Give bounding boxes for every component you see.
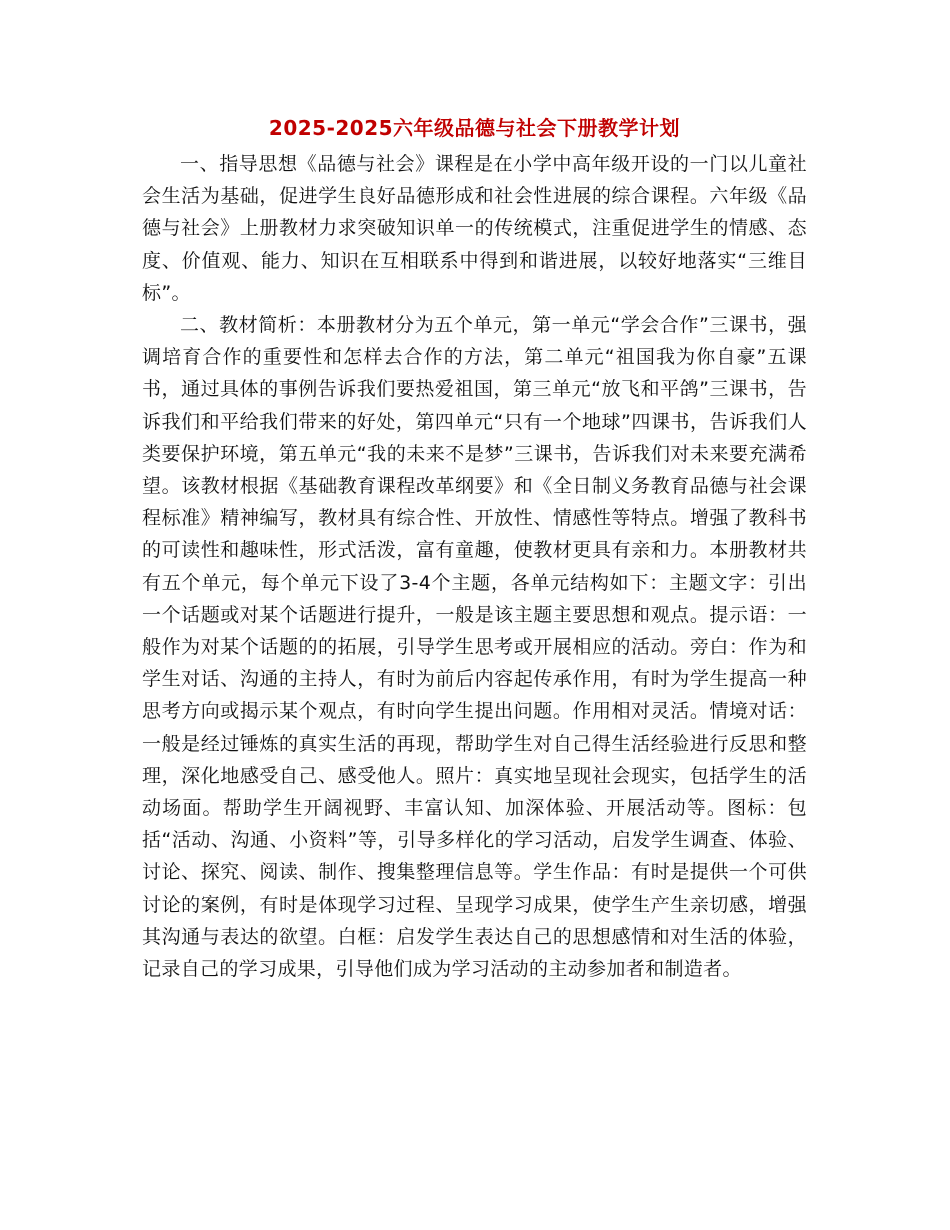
document-page <box>142 108 807 985</box>
paragraph-textbook-analysis: 二、教材简析：本册教材分为五个单元，第一单元“学会合作”三课书，强调培育合作的重要性和怎样去合作的方法，第二单元“祖国我为你自豪”五课书，通过具体的事例告诉我们要热爱祖国，第三单元“放飞和平鸽”三课书，告诉我们和平给我们带来的好处，第四单元“只有一个地球”四课书，告诉我们人类要保护环境，第五单元“我的未来不是梦”三课书，告诉我们对未来要充满希望。该教材根据《基础教育课程改革纲要》和《全日制义务教育品德与社会课程标准》精神编写，教材具有综合性、开放性、情感性等特点。增强了教科书的可读性和趣味性，形式活泼，富有童趣，使教材更具有亲和力。本册教材共有五个单元，每个单元下设了3-4个主题，各单元结构如下：主题文字：引出一个话题或对某个话题进行提升，一般是该主题主要思想和观点。提示语：一般作为对某个话题的的拓展，引导学生思考或开展相应的活动。旁白：作为和学生对话、沟通的主持人，有时为前后内容起传承作用，有时为学生提高一种思考方向或揭示某个观点，有时向学生提出问题。作用相对灵活。情境对话：一般是经过锤炼的真实生活的再现，帮助学生对自己得生活经验进行反思和整理，深化地感受自己、感受他人。照片：真实地呈现社会现实，包括学生的活动场面。帮助学生开阔视野、丰富认知、加深体验、开展活动等。图标：包括“活动、沟通、小资料”等，引导多样化的学习活动，启发学生调查、体验、讨论、探究、阅读、制作、搜集整理信息等。学生作品：有时是提供一个可供讨论的案例，有时是体现学习过程、呈现学习成果，使学生产生亲切感，增强其沟通与表达的欲望。白框：启发学生表达自己的思想感情和对生活的体验，记录自己的学习成果，引导他们成为学习活动的主动参加者和制造者。 <box>142 314 807 981</box>
paragraph-guiding-ideology: 一、指导思想《品德与社会》课程是在小学中高年级开设的一门以儿童社会生活为基础，促进学生良好品德形成和社会性进展的综合课程。六年级《品德与社会》上册教材力求突破知识单一的传统模式，注重促进学生的情感、态度、价值观、能力、知识在互相联系中得到和谐进展，以较好地落实“三维目标”。 <box>142 153 807 304</box>
document-title: 2025-2025六年级品德与社会下册教学计划 <box>268 116 681 140</box>
